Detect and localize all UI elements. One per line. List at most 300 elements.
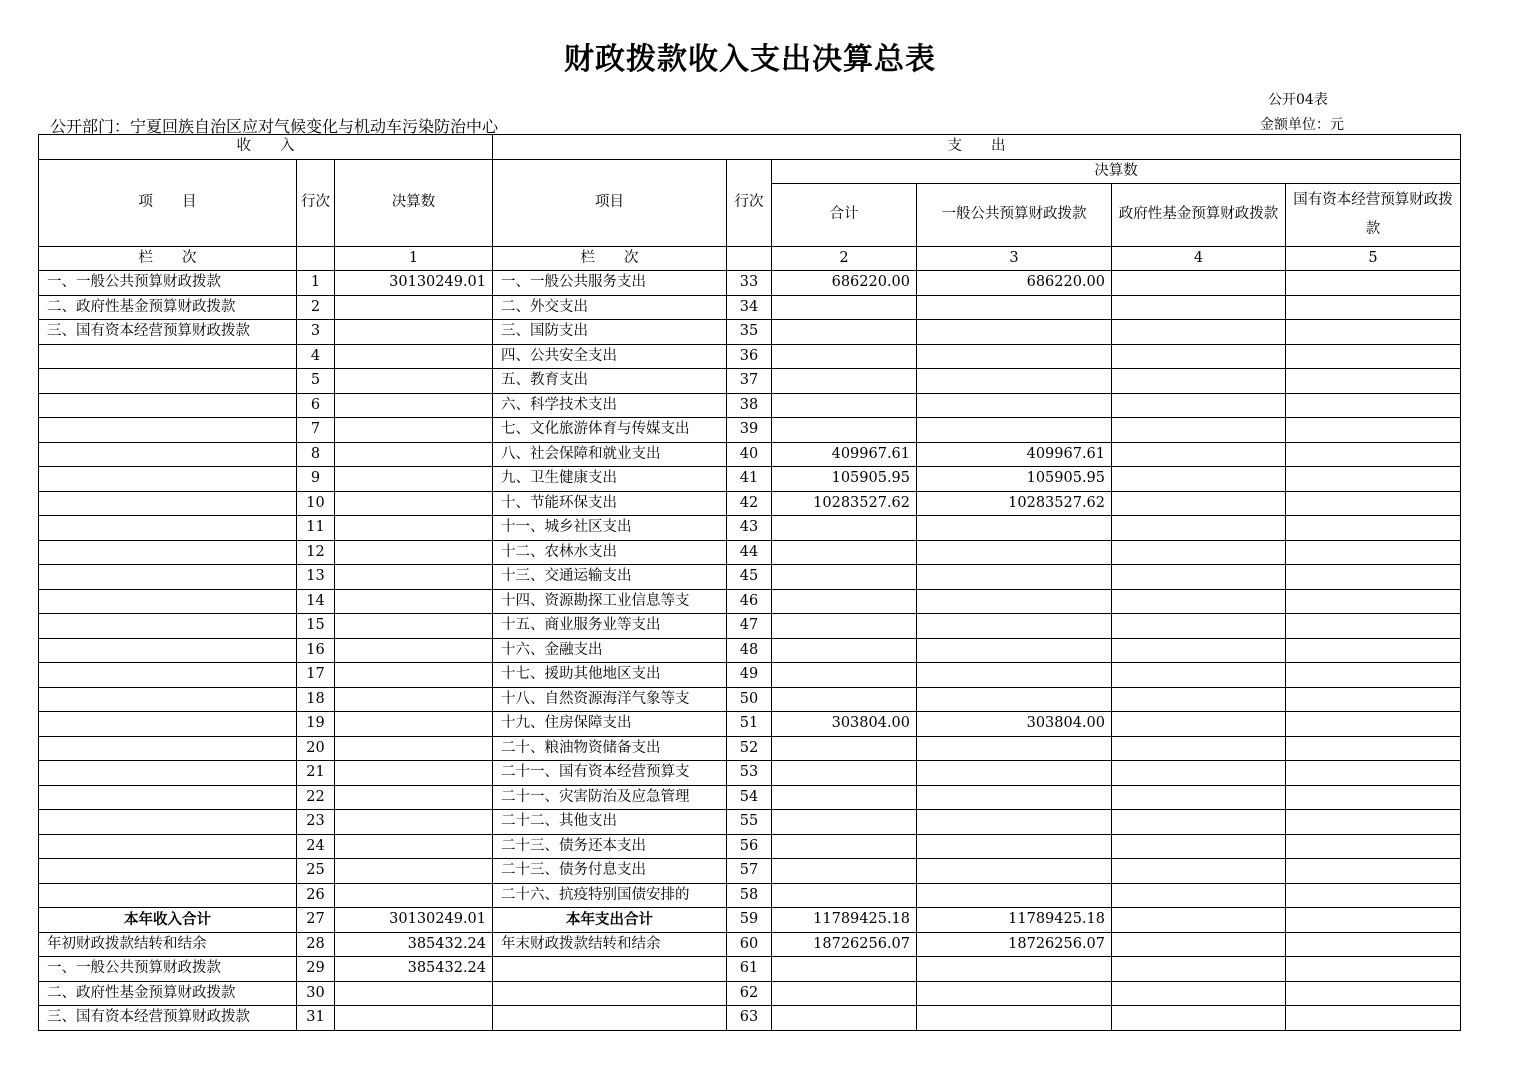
fund-budget-cell [1112,344,1286,369]
expense-row-no-cell: 42 [727,491,772,516]
total-amount-cell [772,418,917,443]
table-row [39,418,1461,443]
general-budget-cell [917,810,1112,835]
total-amount-cell [772,834,917,859]
income-amount-cell [335,663,493,688]
income-row-no-cell: 17 [297,663,335,688]
income-item-cell [39,491,297,516]
total-amount-cell: 11789425.18 [772,908,917,933]
income-amount-cell [335,393,493,418]
state-capital-cell [1286,271,1461,296]
fund-budget-cell [1112,761,1286,786]
expense-item-cell: 十一、城乡社区支出 [493,516,727,541]
fund-budget-cell [1112,981,1286,1006]
income-item-cell: 年初财政拨款结转和结余 [39,932,297,957]
expense-item-cell: 本年支出合计 [493,908,727,933]
income-item-cell [39,589,297,614]
expense-item-cell: 二十一、国有资本经营预算支 [493,761,727,786]
table-row [39,761,1461,786]
table-row [39,663,1461,688]
state-capital-cell [1286,687,1461,712]
general-budget-cell: 105905.95 [917,467,1112,492]
fund-budget-cell [1112,932,1286,957]
expense-row-no-cell: 41 [727,467,772,492]
income-amount-cell [335,859,493,884]
state-capital-cell [1286,295,1461,320]
income-item-cell: 一、一般公共预算财政拨款 [39,271,297,296]
expense-row-no-cell: 45 [727,565,772,590]
expense-item-cell: 二十二、其他支出 [493,810,727,835]
expense-row-no-cell: 57 [727,859,772,884]
table-row [39,687,1461,712]
table-row [39,442,1461,467]
expense-row-no-cell: 61 [727,957,772,982]
expense-item-cell [493,1006,727,1031]
income-amount-cell: 30130249.01 [335,908,493,933]
income-amount-cell [335,442,493,467]
income-row-no-cell: 7 [297,418,335,443]
income-item-cell: 三、国有资本经营预算财政拨款 [39,320,297,345]
state-capital-cell [1286,712,1461,737]
fund-budget-cell [1112,467,1286,492]
income-amount-cell: 30130249.01 [335,271,493,296]
income-amount-cell [335,883,493,908]
income-row-no-cell: 28 [297,932,335,957]
expense-item-cell: 十七、援助其他地区支出 [493,663,727,688]
column-3: 3 [917,246,1112,271]
expense-item-cell: 三、国防支出 [493,320,727,345]
income-row-no-cell: 14 [297,589,335,614]
table-row [39,320,1461,345]
general-budget-cell [917,320,1112,345]
expense-item-cell: 七、文化旅游体育与传媒支出 [493,418,727,443]
expense-row-no-cell: 60 [727,932,772,957]
expense-item-cell: 六、科学技术支出 [493,393,727,418]
total-amount-cell: 10283527.62 [772,491,917,516]
total-amount-cell [772,736,917,761]
fund-budget-cell [1112,614,1286,639]
general-budget-cell [917,565,1112,590]
state-capital-cell [1286,565,1461,590]
state-capital-cell [1286,393,1461,418]
table-row [39,393,1461,418]
total-amount-cell [772,761,917,786]
income-item-cell: 二、政府性基金预算财政拨款 [39,295,297,320]
income-row-no-cell: 15 [297,614,335,639]
income-row-no-cell: 29 [297,957,335,982]
general-budget-cell [917,957,1112,982]
income-item-cell [39,369,297,394]
fund-budget-cell [1112,540,1286,565]
income-row-no-cell: 21 [297,761,335,786]
income-amount-cell [335,810,493,835]
expense-item-cell: 十九、住房保障支出 [493,712,727,737]
total-amount-cell [772,565,917,590]
fund-budget-cell [1112,785,1286,810]
income-amount-cell [335,540,493,565]
state-capital-cell [1286,467,1461,492]
general-budget-cell [917,1006,1112,1031]
department-label: 公开部门：宁夏回族自治区应对气候变化与机动车污染防治中心 [50,117,499,136]
general-budget-cell [917,883,1112,908]
total-amount-cell: 686220.00 [772,271,917,296]
table-row [39,369,1461,394]
total-amount-cell [772,638,917,663]
table-row [39,859,1461,884]
general-budget-cell [917,589,1112,614]
income-amount-cell [335,565,493,590]
income-item-cell [39,516,297,541]
income-row-no-cell: 13 [297,565,335,590]
expense-item-cell [493,981,727,1006]
fund-budget-cell [1112,393,1286,418]
general-budget-cell [917,785,1112,810]
income-row-no-header: 行次 [297,159,335,246]
income-row-no-cell: 11 [297,516,335,541]
income-amount-cell [335,1006,493,1031]
expense-row-no-cell: 52 [727,736,772,761]
table-row [39,736,1461,761]
expense-item-cell: 二十一、灾害防治及应急管理 [493,785,727,810]
general-budget-cell: 10283527.62 [917,491,1112,516]
fund-budget-cell [1112,859,1286,884]
expense-item-cell: 二十三、债务付息支出 [493,859,727,884]
total-amount-cell [772,810,917,835]
fund-budget-cell [1112,810,1286,835]
expense-row-no-cell: 58 [727,883,772,908]
total-amount-cell [772,1006,917,1031]
fund-budget-cell [1112,418,1286,443]
expense-row-no-cell: 44 [727,540,772,565]
income-item-cell: 一、一般公共预算财政拨款 [39,957,297,982]
state-capital-cell [1286,785,1461,810]
income-row-no-cell: 3 [297,320,335,345]
income-column-label: 栏 次 [39,246,297,271]
income-item-header: 项 目 [39,159,297,246]
income-row-no-cell: 25 [297,859,335,884]
expense-item-cell [493,957,727,982]
table-row [39,271,1461,296]
expense-column-label: 栏 次 [493,246,727,271]
fund-budget-cell [1112,516,1286,541]
income-amount-cell [335,320,493,345]
state-capital-cell [1286,957,1461,982]
income-item-cell [39,614,297,639]
table-row [39,834,1461,859]
general-budget-cell [917,981,1112,1006]
total-header: 合计 [772,184,917,246]
income-amount-cell [335,687,493,712]
expense-item-cell: 二十三、债务还本支出 [493,834,727,859]
column-5: 5 [1286,246,1461,271]
general-budget-cell [917,834,1112,859]
fund-budget-cell [1112,736,1286,761]
unit-label: 金额单位：元 [1260,117,1344,133]
form-number: 公开04表 [1268,92,1328,108]
column-2: 2 [772,246,917,271]
state-capital-cell [1286,589,1461,614]
final-accounts-table [38,134,1461,1031]
expense-row-no-cell: 54 [727,785,772,810]
state-capital-cell [1286,540,1461,565]
income-amount-cell: 385432.24 [335,932,493,957]
fund-budget-cell [1112,834,1286,859]
income-amount-cell [335,761,493,786]
expense-row-no-header: 行次 [727,159,772,246]
state-capital-cell [1286,663,1461,688]
general-budget-cell: 11789425.18 [917,908,1112,933]
state-capital-cell [1286,761,1461,786]
expense-item-cell: 二十、粮油物资储备支出 [493,736,727,761]
income-item-cell [39,442,297,467]
expense-row-no-cell: 53 [727,761,772,786]
expense-item-cell: 十八、自然资源海洋气象等支 [493,687,727,712]
state-capital-cell [1286,638,1461,663]
state-capital-cell [1286,908,1461,933]
income-row-no-cell: 30 [297,981,335,1006]
income-amount-cell: 385432.24 [335,957,493,982]
expense-row-no-cell: 47 [727,614,772,639]
income-item-cell [39,393,297,418]
column-4: 4 [1112,246,1286,271]
total-amount-cell [772,614,917,639]
income-item-cell: 三、国有资本经营预算财政拨款 [39,1006,297,1031]
table-row [39,1006,1461,1031]
income-amount-header: 决算数 [335,159,493,246]
income-amount-cell [335,516,493,541]
expense-row-no-cell: 49 [727,663,772,688]
fund-budget-cell [1112,491,1286,516]
table-row [39,957,1461,982]
income-item-cell [39,565,297,590]
expense-item-cell: 年末财政拨款结转和结余 [493,932,727,957]
income-row-no-cell: 2 [297,295,335,320]
expense-row-no-cell: 51 [727,712,772,737]
general-budget-cell [917,295,1112,320]
expense-item-cell: 十二、农林水支出 [493,540,727,565]
income-amount-cell [335,491,493,516]
expense-column-blank [727,246,772,271]
income-amount-cell [335,638,493,663]
total-amount-cell [772,393,917,418]
income-item-cell [39,418,297,443]
income-row-no-cell: 8 [297,442,335,467]
general-budget-cell: 686220.00 [917,271,1112,296]
income-amount-cell [335,418,493,443]
expense-item-header: 项目 [493,159,727,246]
table-row [39,785,1461,810]
total-amount-cell [772,785,917,810]
state-capital-header: 国有资本经营预算财政拨款 [1286,184,1461,246]
income-item-cell [39,883,297,908]
income-item-cell [39,712,297,737]
expense-item-cell: 十四、资源勘探工业信息等支 [493,589,727,614]
general-budget-cell [917,614,1112,639]
income-row-no-cell: 5 [297,369,335,394]
table-row [39,516,1461,541]
expense-item-cell: 十、节能环保支出 [493,491,727,516]
total-amount-cell [772,687,917,712]
expense-row-no-cell: 56 [727,834,772,859]
income-item-cell [39,663,297,688]
total-amount-cell [772,295,917,320]
expense-row-no-cell: 33 [727,271,772,296]
expense-item-cell: 二十六、抗疫特别国债安排的 [493,883,727,908]
expense-row-no-cell: 36 [727,344,772,369]
expense-item-cell: 四、公共安全支出 [493,344,727,369]
income-row-no-cell: 24 [297,834,335,859]
fund-budget-cell [1112,295,1286,320]
income-item-cell [39,810,297,835]
table-body [39,271,1461,1031]
income-amount-cell [335,295,493,320]
table-row [39,295,1461,320]
income-item-cell: 二、政府性基金预算财政拨款 [39,981,297,1006]
expense-row-no-cell: 48 [727,638,772,663]
expense-item-cell: 十五、商业服务业等支出 [493,614,727,639]
state-capital-cell [1286,418,1461,443]
fund-budget-cell [1112,589,1286,614]
fund-budget-cell [1112,687,1286,712]
income-amount-cell [335,712,493,737]
state-capital-cell [1286,516,1461,541]
fund-budget-cell [1112,320,1286,345]
income-row-no-cell: 27 [297,908,335,933]
table-row [39,491,1461,516]
income-column-blank [297,246,335,271]
expense-row-no-cell: 62 [727,981,772,1006]
expense-row-no-cell: 34 [727,295,772,320]
income-item-cell [39,687,297,712]
total-amount-cell [772,589,917,614]
expense-row-no-cell: 43 [727,516,772,541]
expense-item-cell: 九、卫生健康支出 [493,467,727,492]
state-capital-cell [1286,883,1461,908]
general-budget-header: 一般公共预算财政拨款 [917,184,1112,246]
table-row [39,638,1461,663]
state-capital-cell [1286,614,1461,639]
expense-item-cell: 二、外交支出 [493,295,727,320]
fund-budget-header: 政府性基金预算财政拨款 [1112,184,1286,246]
income-row-no-cell: 22 [297,785,335,810]
fund-budget-cell [1112,1006,1286,1031]
general-budget-cell: 409967.61 [917,442,1112,467]
expense-row-no-cell: 50 [727,687,772,712]
general-budget-cell [917,369,1112,394]
state-capital-cell [1286,834,1461,859]
income-amount-cell [335,834,493,859]
expense-item-cell: 十三、交通运输支出 [493,565,727,590]
table-row [39,614,1461,639]
table-row [39,467,1461,492]
total-amount-cell [772,344,917,369]
income-amount-cell [335,785,493,810]
total-amount-cell [772,540,917,565]
fund-budget-cell [1112,369,1286,394]
expense-row-no-cell: 38 [727,393,772,418]
total-amount-cell [772,663,917,688]
expense-header: 支 出 [493,135,1461,160]
income-row-no-cell: 1 [297,271,335,296]
expense-row-no-cell: 63 [727,1006,772,1031]
income-amount-cell [335,736,493,761]
income-row-no-cell: 10 [297,491,335,516]
income-row-no-cell: 9 [297,467,335,492]
expense-row-no-cell: 59 [727,908,772,933]
column-1: 1 [335,246,493,271]
total-amount-cell [772,369,917,394]
expense-item-cell: 八、社会保障和就业支出 [493,442,727,467]
general-budget-cell [917,761,1112,786]
state-capital-cell [1286,932,1461,957]
fund-budget-cell [1112,638,1286,663]
income-item-cell [39,467,297,492]
state-capital-cell [1286,859,1461,884]
expense-row-no-cell: 46 [727,589,772,614]
income-amount-cell [335,369,493,394]
income-row-no-cell: 12 [297,540,335,565]
table-row [39,908,1461,933]
income-item-cell [39,540,297,565]
income-row-no-cell: 31 [297,1006,335,1031]
fund-budget-cell [1112,565,1286,590]
table-row [39,565,1461,590]
fund-budget-cell [1112,712,1286,737]
general-budget-cell [917,663,1112,688]
income-row-no-cell: 4 [297,344,335,369]
state-capital-cell [1286,981,1461,1006]
state-capital-cell [1286,810,1461,835]
general-budget-cell: 18726256.07 [917,932,1112,957]
expense-item-cell: 十六、金融支出 [493,638,727,663]
table-row [39,932,1461,957]
expense-row-no-cell: 37 [727,369,772,394]
income-header: 收 入 [39,135,493,160]
income-row-no-cell: 26 [297,883,335,908]
general-budget-cell: 303804.00 [917,712,1112,737]
fund-budget-cell [1112,442,1286,467]
income-row-no-cell: 19 [297,712,335,737]
total-amount-cell [772,320,917,345]
total-amount-cell [772,883,917,908]
state-capital-cell [1286,491,1461,516]
income-item-cell [39,859,297,884]
income-item-cell: 本年收入合计 [39,908,297,933]
total-amount-cell [772,859,917,884]
income-row-no-cell: 18 [297,687,335,712]
state-capital-cell [1286,736,1461,761]
income-item-cell [39,834,297,859]
expense-item-cell: 一、一般公共服务支出 [493,271,727,296]
total-amount-cell [772,981,917,1006]
income-amount-cell [335,344,493,369]
fund-budget-cell [1112,663,1286,688]
table-row [39,540,1461,565]
expense-row-no-cell: 39 [727,418,772,443]
table-row [39,981,1461,1006]
general-budget-cell [917,687,1112,712]
table-row [39,810,1461,835]
table-row [39,883,1461,908]
state-capital-cell [1286,369,1461,394]
general-budget-cell [917,418,1112,443]
state-capital-cell [1286,320,1461,345]
expense-row-no-cell: 40 [727,442,772,467]
income-item-cell [39,638,297,663]
income-amount-cell [335,614,493,639]
income-item-cell [39,761,297,786]
total-amount-cell: 303804.00 [772,712,917,737]
